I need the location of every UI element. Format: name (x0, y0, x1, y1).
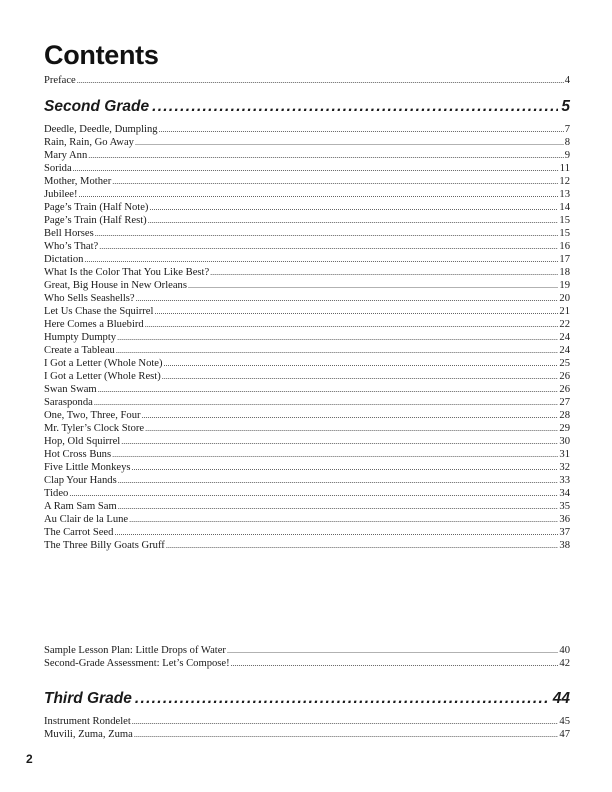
toc-entry-page: 28 (559, 410, 570, 421)
dot-leader (164, 357, 559, 370)
toc-entry[interactable] (44, 383, 570, 396)
dot-leader (121, 435, 558, 448)
toc-entry-label: Hop, Old Squirrel (44, 436, 121, 447)
dot-leader (135, 690, 550, 708)
dot-leader (210, 266, 558, 279)
dot-leader (112, 175, 558, 188)
toc-entry[interactable] (44, 539, 570, 552)
dot-leader (69, 487, 558, 500)
dot-leader (231, 657, 559, 670)
toc-entry-preface[interactable] (44, 74, 570, 87)
dot-leader (118, 500, 559, 513)
section-heading-third-grade[interactable] (44, 690, 570, 708)
toc-entry-label: Page’s Train (Half Note) (44, 202, 149, 213)
toc-entry-page: 18 (559, 267, 570, 278)
toc-entry[interactable] (44, 227, 570, 240)
toc-entry-label: Sarasponda (44, 397, 93, 408)
toc-entry[interactable] (44, 188, 570, 201)
toc-entry-page: 47 (559, 729, 570, 740)
toc-entry-page: 24 (559, 332, 570, 343)
toc-entry-page: 26 (559, 384, 570, 395)
toc-entry-label: The Carrot Seed (44, 527, 114, 538)
toc-entry[interactable] (44, 305, 570, 318)
toc-entry-label: I Got a Letter (Whole Rest) (44, 371, 161, 382)
dot-leader (112, 448, 558, 461)
toc-entry-page: 37 (559, 527, 570, 538)
toc-entry[interactable] (44, 279, 570, 292)
toc-preface (44, 74, 570, 87)
toc-entry-page: 17 (559, 254, 570, 265)
dot-leader (88, 149, 563, 162)
toc-entry-page: 30 (559, 436, 570, 447)
section-heading-page: 44 (552, 690, 570, 707)
toc-entry-page: 12 (559, 176, 570, 187)
toc-entry[interactable] (44, 162, 570, 175)
toc-entry-page: 33 (559, 475, 570, 486)
dot-leader (73, 162, 559, 175)
toc-entry[interactable] (44, 500, 570, 513)
toc-entry-label: Who’s That? (44, 241, 99, 252)
toc-entry-page: 24 (559, 345, 570, 356)
dot-leader (152, 98, 558, 116)
toc-entry[interactable] (44, 214, 570, 227)
dot-leader (134, 728, 559, 741)
toc-entry-label: Let Us Chase the Squirrel (44, 306, 154, 317)
toc-entry-page: 14 (559, 202, 570, 213)
toc-entry-label: Create a Tableau (44, 345, 115, 356)
toc-entry-label: Dictation (44, 254, 84, 265)
section-third-grade (44, 690, 570, 708)
toc-entry-label: Bell Horses (44, 228, 94, 239)
toc-entry-label: Sample Lesson Plan: Little Drops of Water (44, 645, 226, 656)
toc-entry[interactable] (44, 175, 570, 188)
toc-entry[interactable] (44, 344, 570, 357)
toc-entry[interactable] (44, 292, 570, 305)
third-grade-entries (44, 715, 570, 741)
toc-entry[interactable] (44, 149, 570, 162)
dot-leader (84, 253, 558, 266)
toc-entry-label: Mr. Tyler’s Clock Store (44, 423, 145, 434)
toc-entry[interactable] (44, 370, 570, 383)
page-title: Contents (44, 40, 159, 70)
dot-leader (145, 318, 559, 331)
dot-leader (149, 201, 558, 214)
dot-leader (99, 240, 558, 253)
toc-entry[interactable] (44, 474, 570, 487)
toc-entry-label: Muvili, Zuma, Zuma (44, 729, 133, 740)
toc-entry[interactable] (44, 513, 570, 526)
toc-entry-page: 16 (559, 241, 570, 252)
dot-leader (77, 74, 564, 87)
toc-entry-page: 13 (559, 189, 570, 200)
toc-entry[interactable] (44, 240, 570, 253)
toc-entry-label: Deedle, Deedle, Dumpling (44, 124, 158, 135)
toc-entry-page: 32 (559, 462, 570, 473)
toc-entry[interactable] (44, 357, 570, 370)
dot-leader (132, 461, 559, 474)
toc-entry[interactable] (44, 123, 570, 136)
dot-leader (118, 474, 559, 487)
dot-leader (135, 136, 564, 149)
toc-entry[interactable] (44, 435, 570, 448)
dot-leader (116, 344, 559, 357)
toc-entry-page: 20 (559, 293, 570, 304)
toc-entry-label: Page’s Train (Half Rest) (44, 215, 147, 226)
toc-entry-label: Great, Big House in New Orleans (44, 280, 187, 291)
section-second-grade (44, 98, 570, 116)
toc-entry-label: The Three Billy Goats Gruff (44, 540, 165, 551)
toc-entry-label: Humpty Dumpty (44, 332, 117, 343)
toc-entry-label: Tideo (44, 488, 69, 499)
toc-entry-page: 26 (559, 371, 570, 382)
toc-entry-page: 38 (559, 540, 570, 551)
toc-entry[interactable] (44, 266, 570, 279)
dot-leader (162, 370, 559, 383)
toc-entry[interactable] (44, 409, 570, 422)
toc-entry-page: 9 (564, 150, 570, 161)
toc-entry-label: Jubilee! (44, 189, 78, 200)
dot-leader (154, 305, 558, 318)
toc-entry[interactable] (44, 448, 570, 461)
toc-entry-label: Rain, Rain, Go Away (44, 137, 134, 148)
toc-entry[interactable] (44, 657, 570, 670)
dot-leader (188, 279, 558, 292)
toc-entry[interactable] (44, 644, 570, 657)
dot-leader (148, 214, 559, 227)
dot-leader (129, 513, 558, 526)
toc-entry-label: Who Sells Seashells? (44, 293, 135, 304)
toc-entry[interactable] (44, 253, 570, 266)
dot-leader (142, 409, 559, 422)
toc-entry-label: Second-Grade Assessment: Let’s Compose! (44, 658, 230, 669)
section-heading-label: Third Grade (44, 690, 132, 707)
toc-entry-label: One, Two, Three, Four (44, 410, 141, 421)
toc-entry[interactable] (44, 526, 570, 539)
toc-entry[interactable] (44, 201, 570, 214)
second-grade-entries (44, 123, 570, 552)
toc-entry-page: 11 (559, 163, 570, 174)
dot-leader (145, 422, 558, 435)
toc-entry-label: Mother, Mother (44, 176, 112, 187)
dot-leader (114, 526, 558, 539)
toc-entry-label: Preface (44, 75, 76, 86)
toc-entry[interactable] (44, 318, 570, 331)
toc-entry-label: Five Little Monkeys (44, 462, 131, 473)
section-heading-second-grade[interactable] (44, 98, 570, 116)
toc-entry[interactable] (44, 715, 570, 728)
dot-leader (95, 227, 559, 240)
toc-entry-label: Hot Cross Buns (44, 449, 112, 460)
section-heading-page: 5 (561, 98, 570, 115)
second-grade-extras (44, 644, 570, 670)
toc-entry-page: 25 (559, 358, 570, 369)
dot-leader (79, 188, 559, 201)
toc-entry-label: I Got a Letter (Whole Note) (44, 358, 163, 369)
toc-entry-page: 19 (559, 280, 570, 291)
toc-entry-page: 22 (559, 319, 570, 330)
dot-leader (166, 539, 559, 552)
dot-leader (117, 331, 558, 344)
toc-entry[interactable] (44, 396, 570, 409)
toc-entry[interactable] (44, 461, 570, 474)
dot-leader (159, 123, 564, 136)
toc-entry-page: 42 (559, 658, 570, 669)
toc-entry-label: What Is the Color That You Like Best? (44, 267, 210, 278)
toc-entry-label: A Ram Sam Sam (44, 501, 117, 512)
toc-entry-label: Clap Your Hands (44, 475, 117, 486)
toc-entry-page: 27 (559, 397, 570, 408)
toc-entry-page: 29 (559, 423, 570, 434)
toc-entry-label: Mary Ann (44, 150, 88, 161)
dot-leader (94, 396, 559, 409)
toc-entry-page: 35 (559, 501, 570, 512)
dot-leader (132, 715, 559, 728)
toc-entry-label: Swan Swam (44, 384, 97, 395)
page-number: 2 (26, 752, 33, 766)
toc-entry-label: Instrument Rondelet (44, 716, 131, 727)
section-heading-label: Second Grade (44, 98, 150, 115)
dot-leader (136, 292, 559, 305)
toc-entry-page: 31 (559, 449, 570, 460)
toc-entry[interactable] (44, 136, 570, 149)
toc-entry[interactable] (44, 728, 570, 741)
toc-entry-label: Here Comes a Bluebird (44, 319, 144, 330)
toc-entry-page: 7 (564, 124, 570, 135)
toc-entry[interactable] (44, 487, 570, 500)
toc-entry[interactable] (44, 422, 570, 435)
toc-entry-page: 8 (564, 137, 570, 148)
dot-leader (98, 383, 559, 396)
toc-entry-page: 34 (559, 488, 570, 499)
dot-leader (227, 644, 558, 657)
toc-entry-page: 36 (559, 514, 570, 525)
toc-entry-label: Au Clair de la Lune (44, 514, 129, 525)
toc-entry-page: 15 (559, 215, 570, 226)
toc-entry-page: 15 (559, 228, 570, 239)
toc-entry-page: 4 (564, 75, 570, 86)
toc-entry-label: Sorida (44, 163, 72, 174)
toc-entry[interactable] (44, 331, 570, 344)
toc-entry-page: 21 (559, 306, 570, 317)
toc-entry-page: 40 (559, 645, 570, 656)
toc-entry-page: 45 (559, 716, 570, 727)
